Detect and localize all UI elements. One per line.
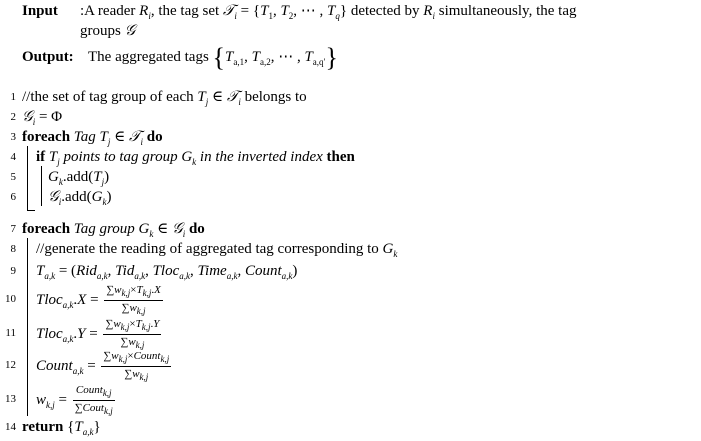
input-line-2: groups 𝒢 (80, 23, 136, 39)
line-number: 3 (10, 131, 16, 143)
line-3: foreach Tag $T_j$ ∈ 𝒯$_i$ do (22, 129, 163, 147)
line-5: $G_k.add(T_j)$ (48, 169, 110, 187)
block-line-if (41, 166, 42, 206)
fraction: $\frac{\sum w_{k,j}\times T_{k,j}.Y}{\sum w_{k,j}}$ (105, 318, 160, 351)
line-11: Tloc$_{a,k}$.Y = $\frac{\sum w_{k,j}\times T_{k,j}.Y}{\sum w_{k,j}}$ (36, 318, 160, 351)
line-number: 1 (10, 91, 16, 103)
fraction: $\frac{\sum w_{k,j}\times Count_{k,j}}{\sum w_{k,j}}$ (103, 350, 170, 383)
block-line-foreach-2 (27, 238, 28, 416)
line-6: $𝒢_i.add(G_k)$ (48, 189, 112, 207)
line-number: 9 (10, 265, 16, 277)
line-7: foreach Tag group $G_k$ ∈ 𝒢$_i$ do (22, 221, 205, 239)
line-10: Tloc$_{a,k}$.X = $\frac{\sum w_{k,j}\times T_{k,j}.X}{\sum w_{k,j}}$ (36, 284, 161, 317)
line-number: 7 (10, 223, 16, 235)
line-9: $T_{a,k} = (Rid_{a,k}$, Tid$_{a,k}$, Tloc$_{a,k}$, Time$_{a,k}$, Count$_{a,k}$) (36, 263, 298, 281)
fraction: $\frac{\sum w_{k,j}\times T_{k,j}.X}{\sum w_{k,j}}$ (106, 284, 161, 317)
block-line-foreach-1 (27, 146, 28, 210)
line-4: if $T_j$ points to tag group $G_k$ in the inverted index then (36, 149, 355, 167)
line-number: 6 (10, 191, 16, 203)
line-number: 4 (10, 151, 16, 163)
line-13: $w_{k,j}$ = $\frac{Count_{k,j}}{\sum Cout_{k,j}}$ (36, 384, 113, 417)
line-number: 5 (10, 171, 16, 183)
output-text: The aggregated tags {$T_{a,1}$, $T_{a,2}$, ⋯ , $T_{a,q'}$} (88, 43, 338, 72)
line-number: 10 (5, 293, 16, 305)
input-line-1: :A reader $R_i$, the tag set 𝒯$_i$ = {$T_1$, $T_2$, ⋯ , $T_q$} detected by $R_i$ simultaneously, the tag (80, 3, 577, 21)
line-number: 13 (5, 393, 16, 405)
line-8: //generate the reading of aggregated tag corresponding to $G_k$ (36, 241, 398, 259)
line-number: 14 (5, 421, 16, 433)
line-number: 2 (10, 111, 16, 123)
line-2: 𝒢$_i$ = Φ (22, 109, 63, 127)
line-1: //the set of tag group of each $T_j$ ∈ 𝒯$_i$ belongs to (22, 89, 307, 107)
block-hook-foreach-1 (27, 210, 35, 211)
fraction: $\frac{Count_{k,j}}{\sum Cout_{k,j}}$ (74, 384, 113, 417)
input-label: Input (22, 3, 58, 19)
line-number: 12 (5, 359, 16, 371)
output-label: Output: (22, 49, 74, 65)
line-number: 11 (5, 327, 16, 339)
line-12: Count$_{a,k}$ = $\frac{\sum w_{k,j}\times Count_{k,j}}{\sum w_{k,j}}$ (36, 350, 170, 383)
line-14: return $\{T_{a,k}\}$ (22, 419, 101, 437)
line-number: 8 (10, 243, 16, 255)
